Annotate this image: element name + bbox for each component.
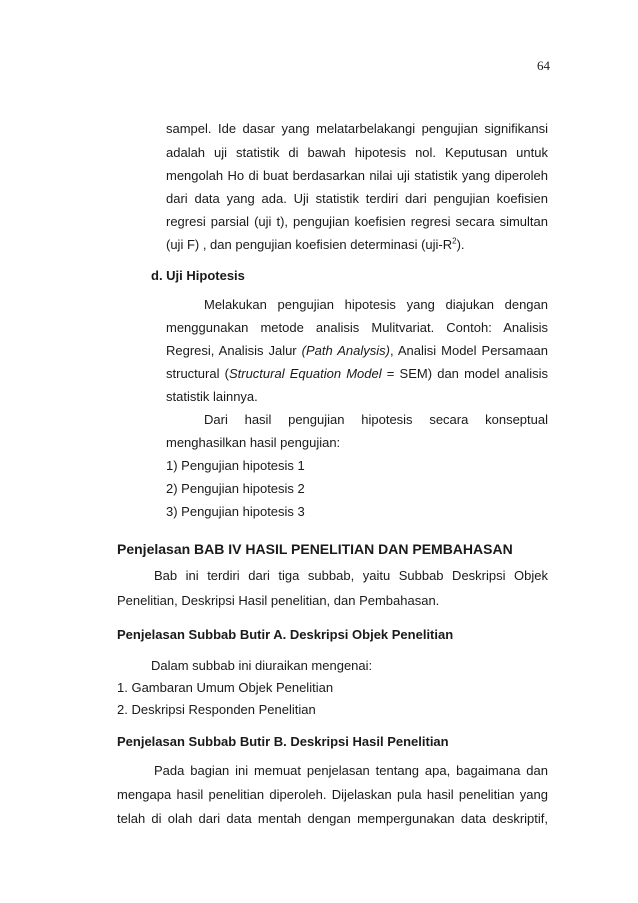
text-line <box>166 366 548 382</box>
list-item: 3) Pengujian hipotesis 3 <box>166 504 305 519</box>
text-span: (uji F) , dan pengujian koefisien determinasi (uji-R <box>166 237 453 252</box>
list-item: 2. Deskripsi Responden Penelitian <box>117 702 316 717</box>
text-line: Penelitian, Deskripsi Hasil penelitian, dan Pembahasan. <box>117 593 440 608</box>
text-span: , Analisi Model Persamaan <box>389 343 549 358</box>
text-line: statistik lainnya. <box>166 389 258 404</box>
page-number: 64 <box>537 58 550 73</box>
text-line: telah di olah dari data mentah dengan mempergunakan data deskriptif, <box>117 811 548 826</box>
heading-bab-iv: Penjelasan BAB IV HASIL PENELITIAN DAN PEMBAHASAN <box>117 541 513 557</box>
italic-text: (Path Analysis) <box>301 343 390 358</box>
paragraph-subbab-a: Dalam subbab ini diuraikan mengenai: <box>151 658 373 673</box>
text-line <box>166 343 548 359</box>
italic-text: Structural Equation Model <box>228 366 382 381</box>
text-line: mengapa hasil penelitian diperoleh. Dijelaskan pula hasil penelitian yang <box>117 787 548 802</box>
text-line: regresi parsial (uji t), pengujian koefisien regresi secara simultan <box>166 214 548 229</box>
text-line: Dari hasil pengujian hipotesis secara konseptual <box>204 412 548 427</box>
text-line: menggunakan metode analisis Mulitvariat. Contoh: Analisis <box>166 320 548 335</box>
text-line: menghasilkan hasil pengujian: <box>166 435 341 450</box>
text-line: sampel. Ide dasar yang melatarbelakangi pengujian signifikansi <box>166 121 548 136</box>
list-item: 1. Gambaran Umum Objek Penelitian <box>117 680 334 695</box>
text-line: adalah uji statistik di bawah hipotesis nol. Keputusan untuk <box>166 145 548 160</box>
text-line: Pada bagian ini memuat penjelasan tentang apa, bagaimana dan <box>154 763 548 778</box>
text-line <box>166 237 548 253</box>
text-line: dari data yang ada. Uji statistik terdiri dari pengujian koefisien <box>166 191 548 206</box>
section-heading-uji-hipotesis: d. Uji Hipotesis <box>151 268 245 283</box>
text-span: = SEM) dan model analisis <box>381 366 548 381</box>
list-item: 1) Pengujian hipotesis 1 <box>166 458 305 473</box>
heading-subbab-a: Penjelasan Subbab Butir A. Deskripsi Objek Penelitian <box>117 627 454 642</box>
text-span: ). <box>456 237 465 252</box>
text-span: structural ( <box>166 366 229 381</box>
text-line: Bab ini terdiri dari tiga subbab, yaitu Subbab Deskripsi Objek <box>154 568 548 583</box>
text-line: Melakukan pengujian hipotesis yang diajukan dengan <box>204 297 548 312</box>
list-item: 2) Pengujian hipotesis 2 <box>166 481 305 496</box>
text-line: mengolah Ho di buat berdasarkan nilai uji statistik yang diperoleh <box>166 168 548 183</box>
heading-subbab-b: Penjelasan Subbab Butir B. Deskripsi Hasil Penelitian <box>117 734 449 749</box>
superscript: 2 <box>452 236 457 246</box>
text-span: Regresi, Analisis Jalur <box>166 343 302 358</box>
